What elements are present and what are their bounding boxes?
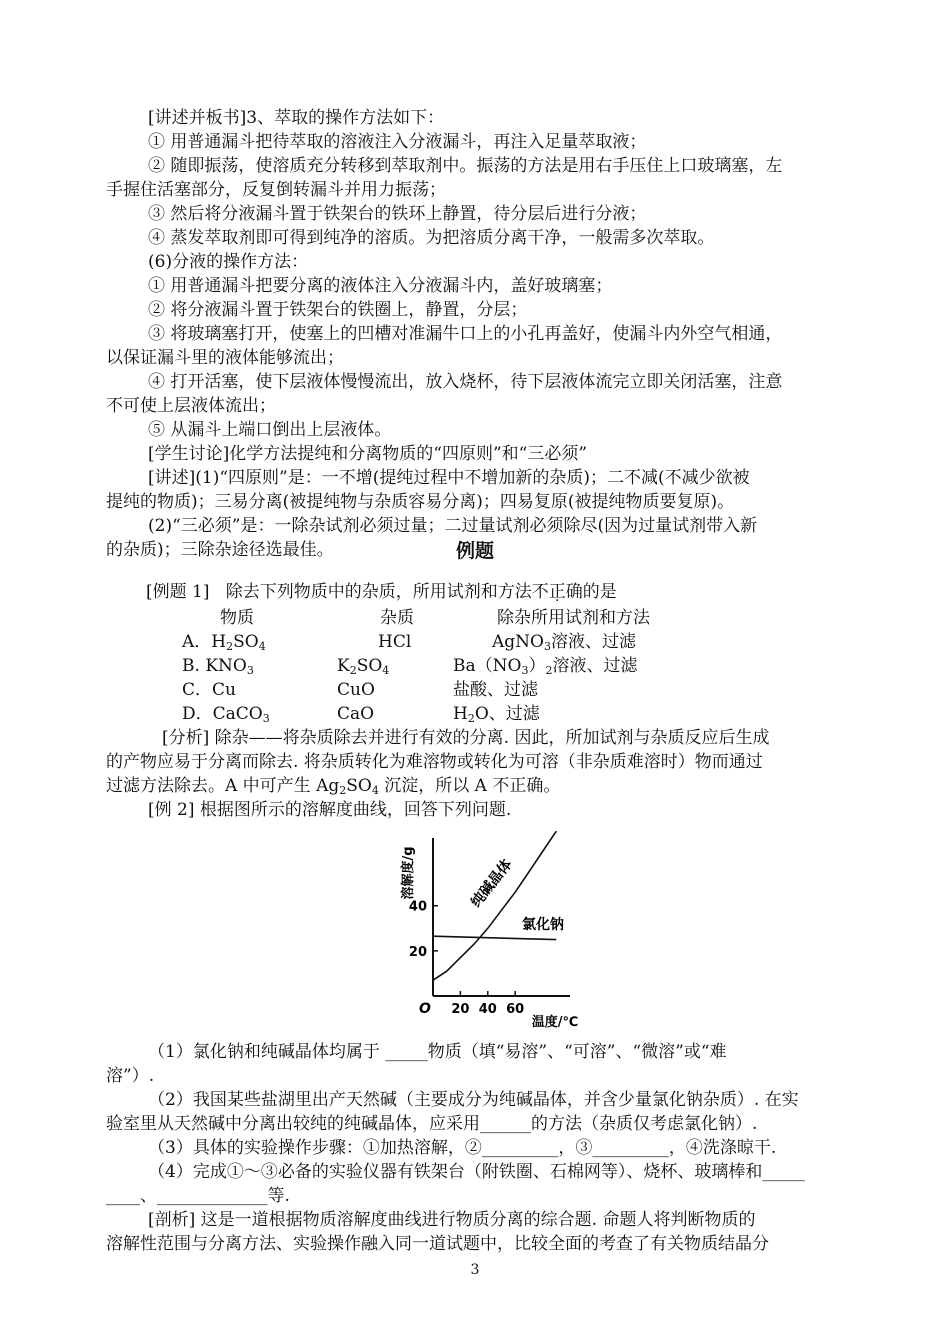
substance: KNO [205, 656, 247, 676]
reagent: 溶液、过滤 [552, 656, 638, 676]
text-line: ④ 蒸发萃取剂即可得到纯净的溶质。为把溶质分离干净，一般需多次萃取。 [148, 228, 715, 248]
text-line: ① 用普通漏斗把要分离的液体注入分液漏斗内，盖好玻璃塞； [148, 276, 613, 296]
origin-label: O [419, 1001, 431, 1017]
question-text: 除去下列物质中的杂质，所用试剂和方法 [225, 582, 532, 602]
subscript: 3 [246, 664, 254, 677]
header-impurity: 杂质 [380, 608, 414, 628]
text-line: 提纯的物质)；三易分离(被提纯物与杂质容易分离)；四易复原(被提纯物质要复原)。 [106, 492, 735, 512]
substance: CaCO [212, 704, 263, 724]
question-line: （1）氯化钠和纯碱晶体均属于 _____物质（填“易溶”、“可溶”、“微溶”或“难 [148, 1042, 727, 1062]
x-tick-label: 60 [506, 1002, 525, 1017]
option-row-c [182, 678, 236, 702]
option-letter: D． [182, 704, 213, 724]
impurity: K [337, 656, 350, 676]
x-axis-label: 温度/℃ [531, 1015, 579, 1028]
text-line: 以保证漏斗里的液体能够流出； [106, 348, 344, 368]
reagent: 溶液、过滤 [550, 632, 636, 652]
question-line: ____、_____________等. [106, 1186, 290, 1206]
reagent: ） [528, 656, 546, 676]
subscript: 2 [467, 712, 475, 725]
option-letter: C． [182, 680, 213, 700]
reagent: Ba（NO [453, 656, 522, 676]
subscript: 2 [226, 640, 234, 653]
subscript: 3 [262, 712, 270, 725]
text-line: ① 用普通漏斗把待萃取的溶液注入分液漏斗，再注入足量萃取液； [148, 132, 647, 152]
y-axis-label: 溶解度/g [401, 846, 416, 900]
subscript: 4 [258, 640, 266, 653]
text-line: ③ 然后将分液漏斗置于铁架台的铁环上静置，待分层后进行分液； [148, 204, 647, 224]
substance: Cu [212, 680, 236, 700]
option-letter: A． [182, 632, 212, 652]
page-number: 3 [470, 1262, 480, 1278]
x-tick-label: 20 [451, 1002, 470, 1017]
subscript: 4 [382, 664, 390, 677]
subscript: 3 [543, 640, 551, 653]
analysis-line [106, 774, 854, 798]
header-substance: 物质 [220, 608, 254, 628]
method-d [453, 702, 540, 726]
option-row-b [182, 654, 254, 678]
header-method: 除杂所用试剂和方法 [497, 608, 650, 628]
text-line: (6)分液的操作方法： [148, 252, 309, 272]
y-tick-label: 20 [408, 944, 427, 960]
section-title: 例题 [455, 540, 494, 562]
question-line: （4）完成①～③必备的实验仪器有铁架台（附铁圈、石棉网等）、烧杯、玻璃棒和_____ [148, 1162, 805, 1182]
impurity-a: HCl [378, 632, 412, 652]
question-text-end: 的是 [582, 582, 617, 602]
reagent: AgNO [492, 632, 544, 652]
option-row-a [182, 630, 266, 654]
text-line: ③ 将玻璃塞打开，使塞上的凹槽对准漏牛口上的小孔再盖好，使漏斗内外空气相通， [148, 324, 783, 344]
method-b [453, 654, 637, 678]
reagent: O、过滤 [474, 704, 540, 724]
text-line: ② 将分液漏斗置于铁架台的铁圈上，静置，分层； [148, 300, 528, 320]
impurity-c: CuO [337, 680, 375, 700]
solubility-chart [395, 828, 595, 1028]
x-tick-label: 40 [478, 1002, 497, 1017]
question-line: 验室里从天然碱中分离出较纯的纯碱晶体，应采用______的方法（杂质仅考虑氯化钠）. [106, 1114, 758, 1134]
subscript: 3 [521, 664, 529, 677]
analysis-text: SO [346, 776, 372, 796]
series-label: 纯碱晶体 [468, 856, 516, 911]
impurity: SO [356, 656, 383, 676]
text-line: ② 随即振荡，使溶质充分转移到萃取剂中。振荡的方法是用右手压住上口玻璃塞，左 [148, 156, 783, 176]
impurity-b [337, 654, 389, 678]
text-line: 手握住活塞部分，反复倒转漏斗并用力振荡； [106, 180, 446, 200]
analysis-line: [分析] 除杂——将杂质除去并进行有效的分离. 因此，所加试剂与杂质反应后生成 [162, 728, 770, 748]
text-line: ④ 打开活塞，使下层液体慢慢流出，放入烧杯，待下层液体流完立即关闭活塞，注意 [148, 372, 783, 392]
example2-intro: [例 2] 根据图所示的溶解度曲线，回答下列问题. [148, 800, 512, 820]
emphasis-text: 不正确 [531, 582, 583, 602]
example-label: [例题 1] [146, 582, 210, 602]
text-line: 不可使上层液体流出； [106, 396, 276, 416]
question-line: 溶”）. [106, 1066, 155, 1086]
text-line: [讲述并板书]3、萃取的操作方法如下： [148, 108, 445, 128]
subscript: 4 [371, 784, 379, 797]
reagent: H [453, 704, 468, 724]
text-line: [学生讨论]化学方法提纯和分离物质的“四原则”和“三必须” [148, 444, 588, 464]
method-a [492, 630, 636, 654]
series-line-1 [433, 936, 556, 939]
question-line: 溶解性范围与分离方法、实验操作融入同一道试题中，比较全面的考查了有关物质结晶分 [106, 1234, 769, 1254]
question-line: （3）具体的实验操作步骤：①加热溶解，②_________，③_________，④洗涤晾干. [148, 1138, 777, 1158]
example1-question [146, 580, 894, 604]
substance: H [211, 632, 227, 652]
method-c: 盐酸、过滤 [453, 680, 538, 700]
subscript: 2 [349, 664, 357, 677]
text-line: (2)“三必须”是：一除杂试剂必须过量；二过量试剂必须除尽(因为过量试剂带入新 [148, 516, 758, 536]
series-line-0 [433, 831, 556, 980]
series-label: 氯化钠 [522, 916, 564, 933]
option-row-d [182, 702, 270, 726]
analysis-text: 过滤方法除去。A 中可产生 Ag [106, 776, 340, 796]
subscript: 2 [339, 784, 347, 797]
impurity-d: CaO [337, 704, 375, 724]
text-line: [讲述](1)“四原则”是：一不增(提纯过程中不增加新的杂质)；二不减(不减少欲被 [148, 468, 750, 488]
text-line: 的杂质)；三除杂途径选最佳。 [106, 540, 334, 560]
subscript: 2 [545, 664, 553, 677]
substance: SO [233, 632, 259, 652]
analysis-text: 沉淀，所以 A 不正确。 [378, 776, 561, 796]
analysis-line: 的产物应易于分离而除去. 将杂质转化为难溶物或转化为可溶（非杂质难溶时）物而通过 [106, 752, 763, 772]
question-line: （2）我国某些盐湖里出产天然碱（主要成分为纯碱晶体，并含少量氯化钠杂质）. 在实 [148, 1090, 799, 1110]
y-tick-label: 40 [408, 899, 427, 915]
text-line: ⑤ 从漏斗上端口倒出上层液体。 [148, 420, 392, 440]
option-letter: B. [182, 656, 206, 676]
question-line: [剖析] 这是一道根据物质溶解度曲线进行物质分离的综合题. 命题人将判断物质的 [148, 1210, 756, 1230]
